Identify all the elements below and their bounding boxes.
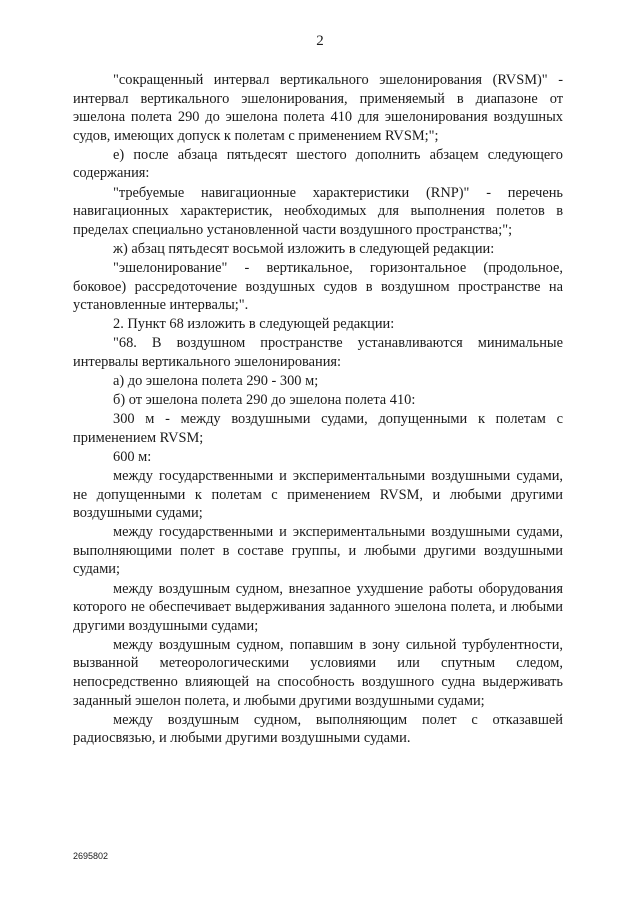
document-code: 2695802: [73, 851, 109, 861]
paragraph-equipment-failure: между воздушным судном, внезапное ухудшение работы оборудования которого не обеспечивает выдерживания заданного эшелона полета, и любыми другими воздушными судами;: [73, 580, 563, 634]
paragraph-point-2: 2. Пункт 68 изложить в следующей редакции:: [113, 316, 395, 333]
paragraph-state-group: между государственными и экспериментальными воздушными судами, выполняющими полет в составе группы, и любыми другими воздушными судами;: [73, 524, 563, 578]
document-body: [73, 71, 563, 748]
paragraph-point-68: "68. В воздушном пространстве устанавливаются минимальные интервалы вертикального эшелонирования:: [73, 335, 563, 370]
paragraph-radio-failure: между воздушным судном, выполняющим полет с отказавшей радиосвязью, и любыми другими воздушными судами.: [73, 711, 563, 747]
paragraph-rnp-definition: "требуемые навигационные характеристики (RNP)" - перечень навигационных характеристик, необходимых для выполнения полетов в пределах специально установленной части воздушного пространства;";: [73, 184, 563, 238]
paragraph-echelon-definition: "эшелонирование" - вертикальное, горизонтальное (продольное, боковое) рассредоточение воздушных судов в воздушном пространстве на установленные интервалы;".: [73, 259, 563, 314]
paragraph-item-zh: ж) абзац пятьдесят восьмой изложить в следующей редакции:: [113, 240, 495, 257]
paragraph-item-b: б) от эшелона полета 290 до эшелона полета 410:: [113, 392, 416, 409]
paragraph-item-e: е) после абзаца пятьдесят шестого дополнить абзацем следующего содержания:: [73, 146, 563, 182]
paragraph-state-non-rvsm: между государственными и экспериментальными воздушными судами, не допущенными к полетам с применением RVSM, и любыми другими воздушными судами;: [73, 467, 563, 522]
paragraph-600m: 600 м:: [113, 448, 152, 465]
paragraph-rvsm-definition: "сокращенный интервал вертикального эшелонирования (RVSM)" - интервал вертикального эшелонирования, применяемый в диапазоне от эшелона полета 290 до эшелона полета 410 для эшелонирования воздушных судов, имеющих допуск к полетам с применением RVSM;";: [73, 72, 563, 144]
paragraph-turbulence: между воздушным судном, попавшим в зону сильной турбулентности, вызванной метеорологическими условиями или спутным следом, непосредственно влияющей на способность воздушного судна выдерживать заданный эшелон полета, и любыми другими воздушными судами;: [73, 636, 563, 709]
page-number: 2: [316, 33, 324, 49]
paragraph-item-a: а) до эшелона полета 290 - 300 м;: [113, 373, 319, 389]
paragraph-300m: 300 м - между воздушными судами, допущенными к полетам с применением RVSM;: [73, 411, 563, 446]
